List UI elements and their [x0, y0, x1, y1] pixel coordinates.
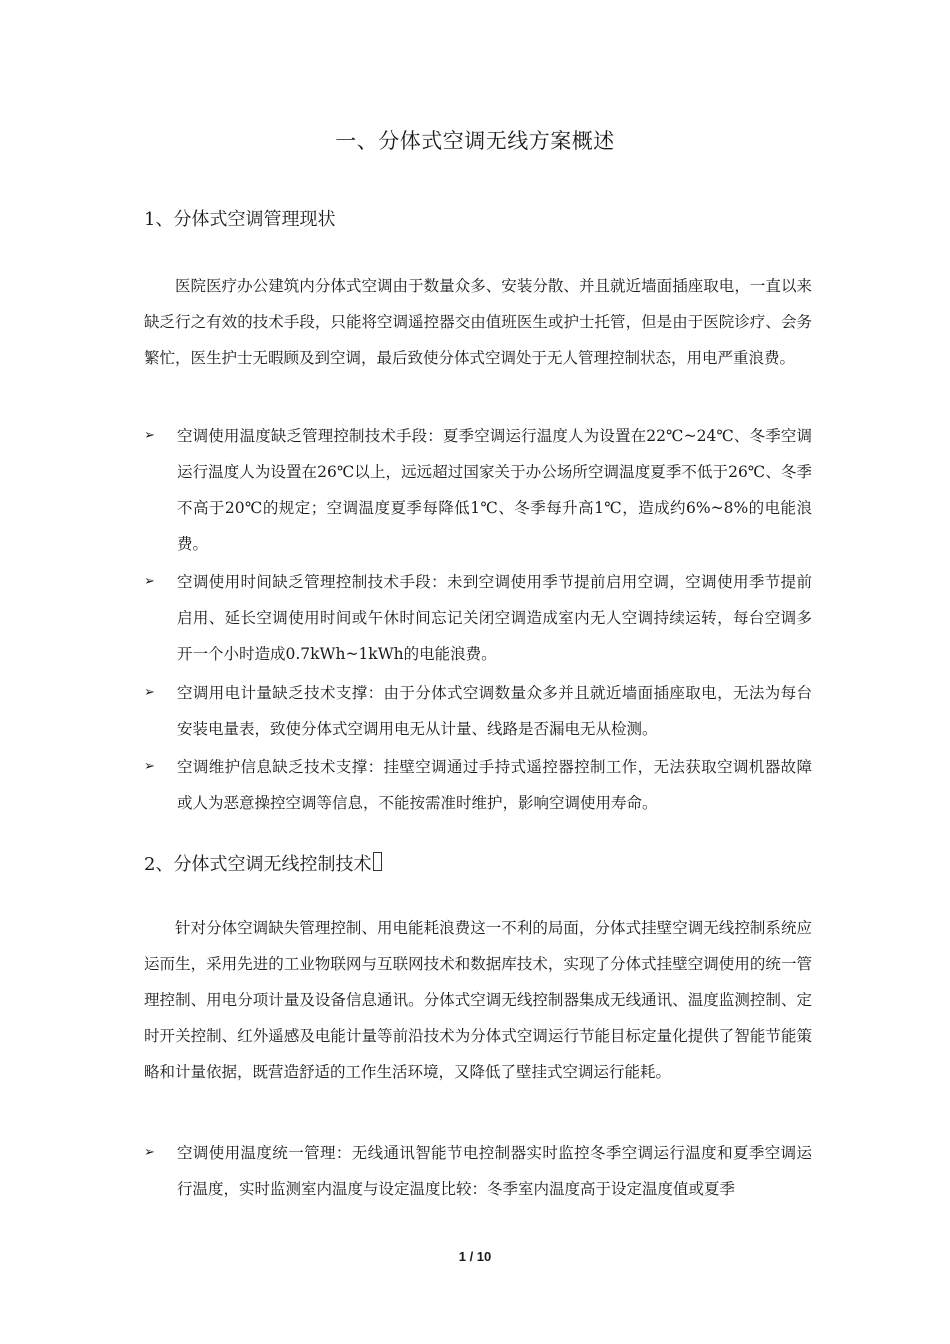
missing-glyph-icon [373, 852, 382, 871]
section-heading-2-text: 2、分体式空调无线控制技术 [144, 854, 372, 875]
bullet-text: 空调维护信息缺乏技术支撑：挂壁空调通过手持式遥控器控制工作，无法获取空调机器故障或人为恶意操控空调等信息，不能按需准时维护，影响空调使用寿命。 [177, 758, 812, 812]
section-heading-1 [144, 207, 335, 233]
section-1-paragraph: 医院医疗办公建筑内分体式空调由于数量众多、安装分散、并且就近墙面插座取电，一直以来缺乏行之有效的技术手段，只能将空调遥控器交由值班医生或护士托管，但是由于医院诊疗、会务繁忙，医生护士无暇顾及到空调，最后致使分体式空调处于无人管理控制状态，用电严重浪费。 [144, 277, 812, 367]
bullet-item [144, 418, 812, 562]
arrow-bullet-icon: ➢ [144, 428, 155, 443]
bullet-text: 空调使用温度缺乏管理控制技术手段：夏季空调运行温度人为设置在22℃~24℃、冬季空调运行温度人为设置在26℃以上，远远超过国家关于办公场所空调温度夏季不低于26℃、冬季不高于20℃的规定；空调温度夏季每降低1℃、冬季每升高1℃，造成约6%~8%的电能浪费。 [177, 427, 812, 553]
document-title: 一、分体式空调无线方案概述 [335, 129, 615, 153]
bullet-text: 空调使用温度统一管理：无线通讯智能节电控制器实时监控冬季空调运行温度和夏季空调运行温度，实时监测室内温度与设定温度比较：冬季室内温度高于设定温度值或夏季 [177, 1144, 812, 1198]
arrow-bullet-icon: ➢ [144, 1145, 155, 1160]
bullet-text: 空调用电计量缺乏技术支撑：由于分体式空调数量众多并且就近墙面插座取电，无法为每台安装电量表，致使分体式空调用电无从计量、线路是否漏电无从检测。 [177, 684, 812, 738]
section-2-paragraph: 针对分体空调缺失管理控制、用电能耗浪费这一不利的局面，分体式挂壁空调无线控制系统应运而生，采用先进的工业物联网与互联网技术和数据库技术，实现了分体式挂壁空调使用的统一管理控制、用电分项计量及设备信息通讯。分体式空调无线控制器集成无线通讯、温度监测控制、定时开关控制、红外遥感及电能计量等前沿技术为分体式空调运行节能目标定量化提供了智能节能策略和计量依据，既营造舒适的工作生活环境，又降低了壁挂式空调运行能耗。 [144, 919, 812, 1081]
bullet-item [144, 675, 812, 747]
section-heading-2 [144, 852, 382, 878]
arrow-bullet-icon: ➢ [144, 685, 155, 700]
bullet-item [144, 564, 812, 672]
bullet-item [144, 1135, 812, 1207]
arrow-bullet-icon: ➢ [144, 574, 155, 589]
bullet-text: 空调使用时间缺乏管理控制技术手段：未到空调使用季节提前启用空调，空调使用季节提前启用、延长空调使用时间或午休时间忘记关闭空调造成室内无人空调持续运转，每台空调多开一个小时造成0.7kWh~1kWh的电能浪费。 [177, 573, 812, 663]
section-heading-1-text: 1、分体式空调管理现状 [144, 209, 336, 230]
bullet-item [144, 749, 812, 821]
page-number: 1 / 10 [458, 1249, 492, 1264]
arrow-bullet-icon: ➢ [144, 759, 155, 774]
